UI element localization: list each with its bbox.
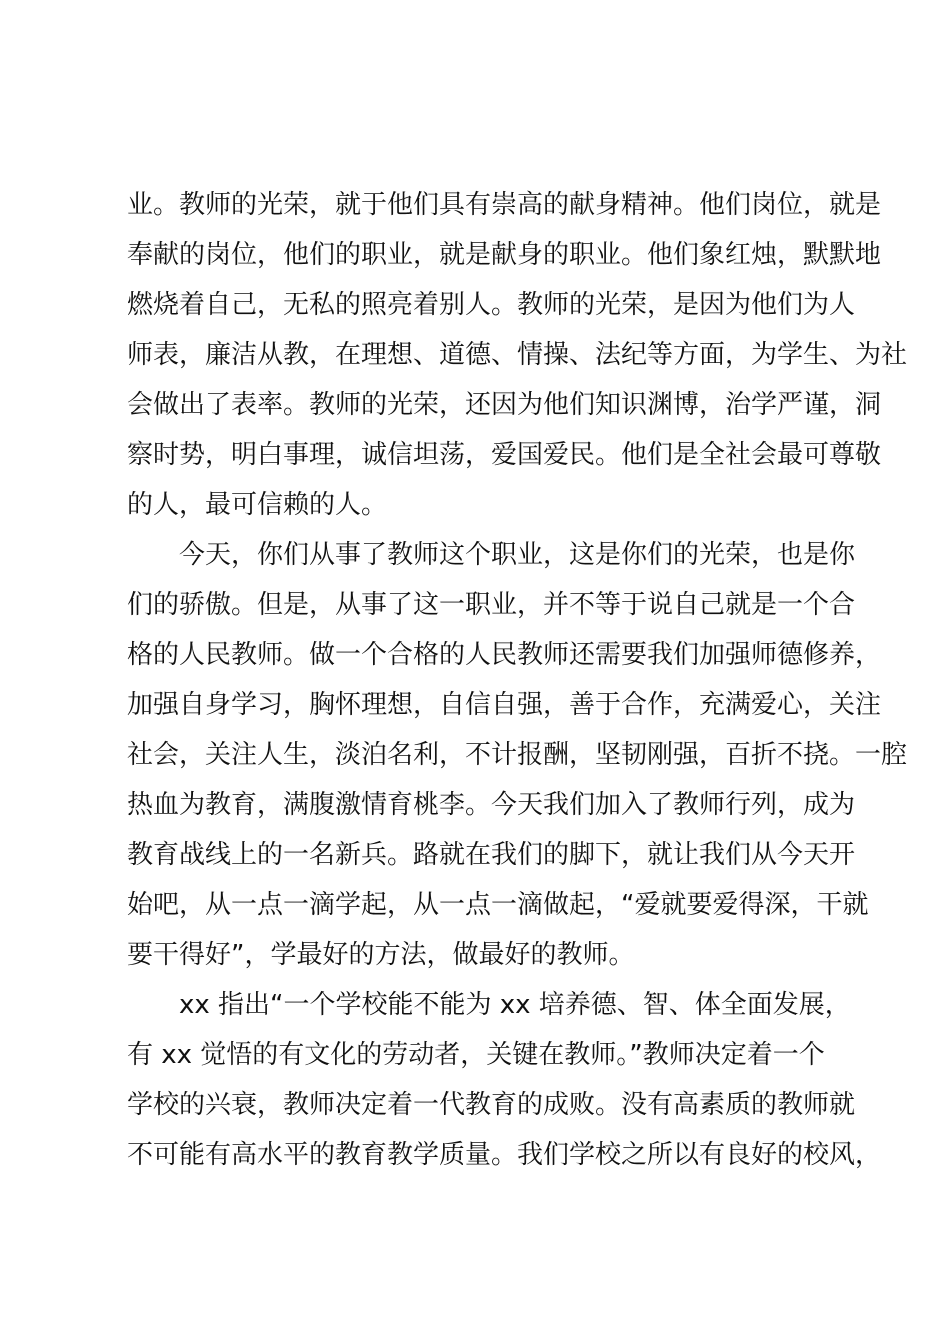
- paragraph-line: 社会，关注人生，淡泊名利，不计报酬，坚韧刚强，百折不挠。一腔: [127, 740, 908, 770]
- paragraph-1: [127, 180, 908, 530]
- paragraph-line: 热血为教育，满腹激情育桃李。今天我们加入了教师行列，成为: [127, 790, 856, 820]
- paragraph-line: 业。教师的光荣，就于他们具有崇高的献身精神。他们岗位，就是: [127, 190, 882, 220]
- paragraph-line: 格的人民教师。做一个合格的人民教师还需要我们加强师德修养，: [127, 640, 882, 670]
- paragraph-line: 今天，你们从事了教师这个职业，这是你们的光荣，也是你: [179, 540, 856, 570]
- paragraph-line: 教育战线上的一名新兵。路就在我们的脚下，就让我们从今天开: [127, 840, 856, 870]
- paragraph-line: 们的骄傲。但是，从事了这一职业，并不等于说自己就是一个合: [127, 590, 856, 620]
- paragraph-line: 要干得好”，学最好的方法，做最好的教师。: [127, 940, 635, 970]
- paragraph-3: [127, 980, 882, 1180]
- paragraph-line: 学校的兴衰，教师决定着一代教育的成败。没有高素质的教师就: [127, 1090, 856, 1120]
- paragraph-2: [127, 530, 908, 980]
- paragraph-line: 不可能有高水平的教育教学质量。我们学校之所以有良好的校风，: [127, 1140, 882, 1170]
- paragraph-line: xx 指出“一个学校能不能为 xx 培养德、智、体全面发展，: [179, 990, 851, 1020]
- paragraph-line: 会做出了表率。教师的光荣，还因为他们知识渊博，治学严谨，洞: [127, 390, 882, 420]
- paragraph-line: 始吧，从一点一滴学起，从一点一滴做起，“爱就要爱得深，干就: [127, 890, 869, 920]
- paragraph-line: 燃烧着自己，无私的照亮着别人。教师的光荣，是因为他们为人: [127, 290, 856, 320]
- paragraph-line: 加强自身学习，胸怀理想，自信自强，善于合作，充满爱心，关注: [127, 690, 882, 720]
- paragraph-line: 察时势，明白事理，诚信坦荡，爱国爱民。他们是全社会最可尊敬: [127, 440, 882, 470]
- paragraph-line: 有 xx 觉悟的有文化的劳动者，关键在教师。”教师决定着一个: [127, 1040, 825, 1070]
- paragraph-line: 师表，廉洁从教，在理想、道德、情操、法纪等方面，为学生、为社: [127, 340, 908, 370]
- paragraph-line: 奉献的岗位，他们的职业，就是献身的职业。他们象红烛，默默地: [127, 240, 882, 270]
- paragraph-line: 的人，最可信赖的人。: [127, 490, 388, 520]
